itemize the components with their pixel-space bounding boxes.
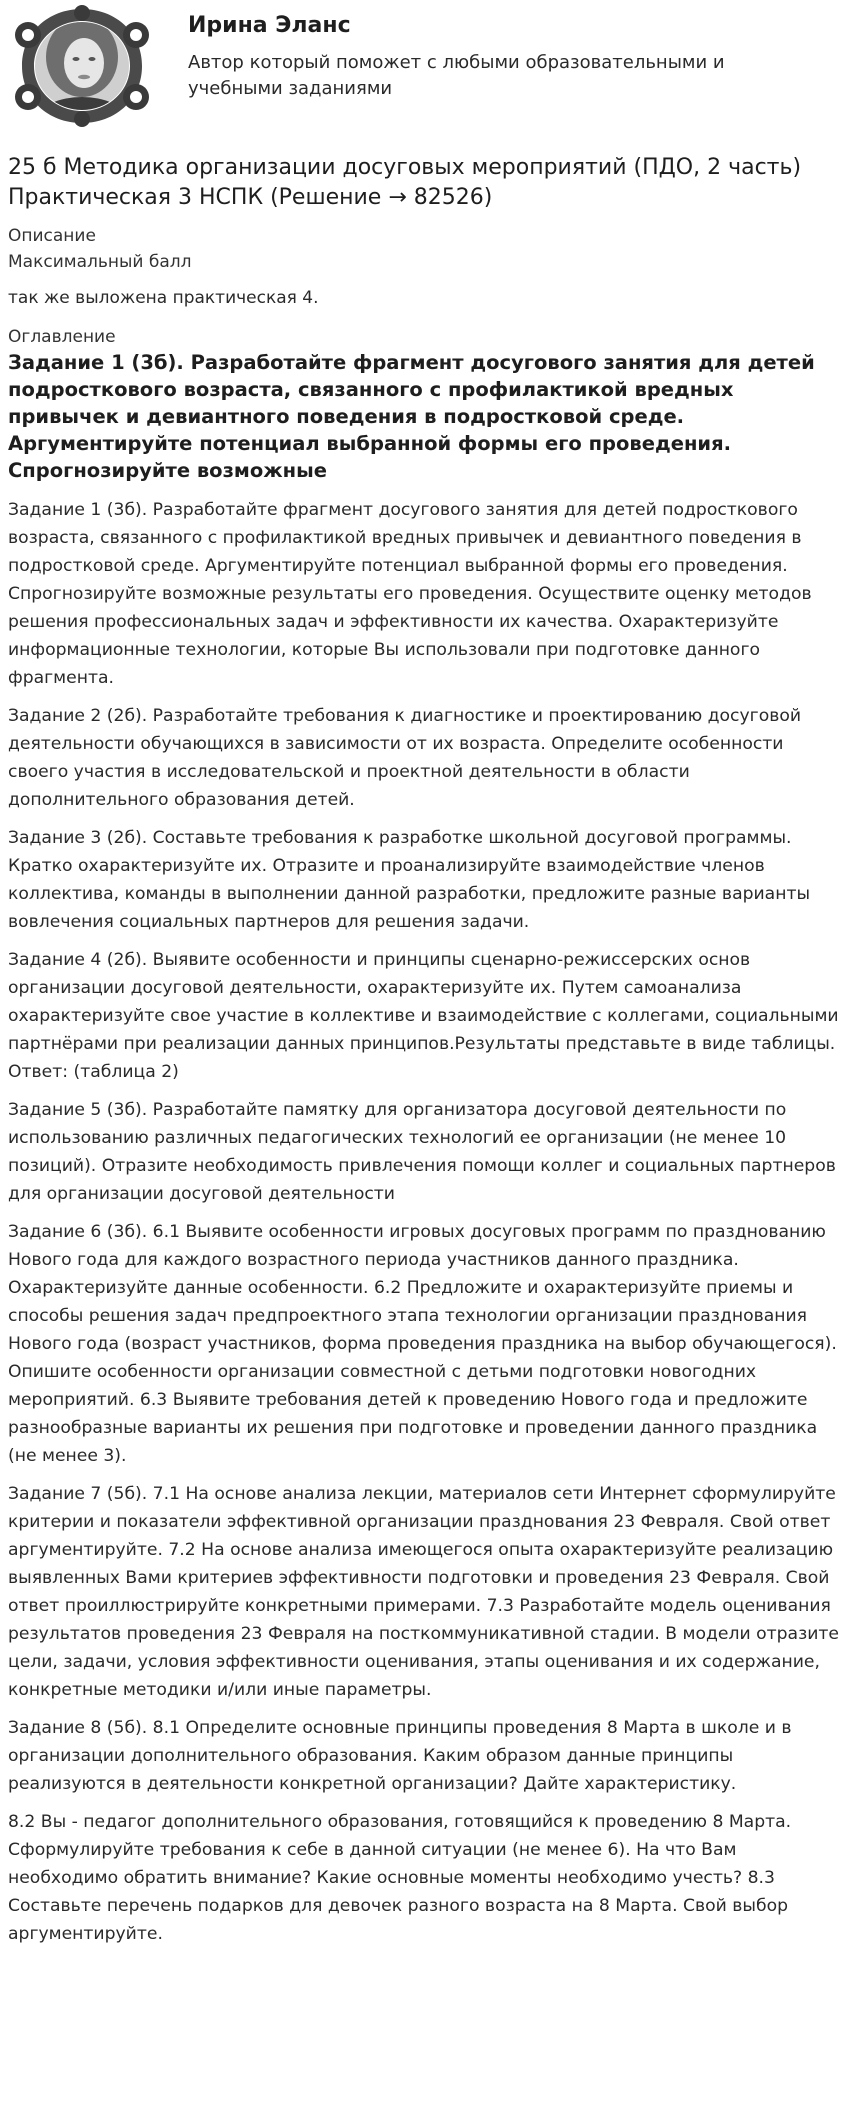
task-paragraph: Задание 4 (2б). Выявите особенности и принципы сценарно-режиссерских основ организации досуговой деятельности, охарактеризуйте их. Путем самоанализа охарактеризуйте свое участие в коллективе и взаимодействие с коллегами, социальными партнёрами при реализации данных принципов.Результаты представьте в виде таблицы. Ответ: (таблица 2) [8, 950, 839, 1082]
toc-heading: Задание 1 (3б). Разработайте фрагмент досугового занятия для детей подросткового возраста, связанного с профилактикой вредных привычек и девиантного поведения в подростковой среде. Аргументируйте потенциал выбранной формы его проведения. Спрогнозируйте возможные [8, 351, 815, 482]
task-paragraph: Задание 5 (3б). Разработайте памятку для организатора досуговой деятельности по использованию различных педагогических технологий ее организации (не менее 10 позиций). Отразите необходимость привлечения помощи коллег и социальных партнеров для организации досуговой деятельности [8, 1100, 836, 1204]
task-paragraph: Задание 3 (2б). Составьте требования к разработке школьной досуговой программы. Кратко охарактеризуйте их. Отразите и проанализируйте взаимодействие членов коллектива, команды в выполнении данной разработки, предложите разные варианты вовлечения социальных партнеров для решения задачи. [8, 828, 811, 932]
max-score-label: Максимальный балл [8, 252, 192, 272]
author-description: Автор который поможет с любыми образовательными и учебными заданиями [188, 52, 725, 99]
task-paragraph: Задание 1 (3б). Разработайте фрагмент досугового занятия для детей подросткового возраста, связанного с профилактикой вредных привычек и девиантного поведения в подростковой среде. Аргументируйте потенциал выбранной формы его проведения. Спрогнозируйте возможные результаты его проведения. Осуществите оценку методов решения профессиональных задач и эффективности их качества. Охарактеризуйте информационные технологии, которые Вы использовали при подготовке данного фрагмента. [8, 500, 812, 688]
author-text [188, 5, 788, 102]
author-avatar[interactable] [8, 5, 156, 127]
task-paragraph: Задание 2 (2б). Разработайте требования к диагностике и проектированию досуговой деятельности обучающихся в зависимости от их возраста. Определите особенности своего участия в исследовательской и проектной деятельности в области дополнительного образования детей. [8, 706, 802, 810]
film-reel-avatar-icon [8, 5, 156, 127]
description-label: Описание [8, 226, 96, 246]
description-note: так же выложена практическая 4. [8, 288, 319, 308]
task-paragraph: 8.2 Вы - педагог дополнительного образования, готовящийся к проведению 8 Марта. Сформулируйте требования к себе в данной ситуации (не менее 6). На что Вам необходимо обратить внимание? Какие основные моменты необходимо учесть? 8.3 Составьте перечень подарков для девочек разного возраста на 8 Марта. Свой выбор аргументируйте. [8, 1812, 792, 1944]
task-paragraph: Задание 6 (3б). 6.1 Выявите особенности игровых досуговых программ по празднованию Нового года для каждого возрастного периода участников данного праздника. Охарактеризуйте данные особенности. 6.2 Предложите и охарактеризуйте приемы и способы решения задач предпроектного этапа технологии организации празднования Нового года (возраст участников, форма проведения праздника на выбор обучающегося). Опишите особенности организации совместной с детьми подготовки новогодних мероприятий. 6.3 Выявите требования детей к проведению Нового года и предложите разнообразные варианты их решения при подготовке и проведении данного праздника (не менее 3). [8, 1222, 837, 1466]
work-title: 25 б Методика организации досуговых мероприятий (ПДО, 2 часть) Практическая 3 НСПК (Решение → 82526) [8, 155, 802, 210]
author-name[interactable]: Ирина Эланс [188, 13, 351, 38]
author-block [8, 0, 839, 133]
task-paragraph: Задание 7 (5б). 7.1 На основе анализа лекции, материалов сети Интернет сформулируйте критерии и показатели эффективной организации празднования 23 Февраля. Свой ответ аргументируйте. 7.2 На основе анализа имеющегося опыта охарактеризуйте реализацию выявленных Вами критериев эффективности подготовки и проведения 23 Февраля. Свой ответ проиллюстрируйте конкретными примерами. 7.3 Разработайте модель оценивания результатов проведения 23 Февраля на посткоммуникативной стадии. В модели отразите цели, задачи, условия эффективности оценивания, этапы оценивания и их содержание, конкретные методики и/или иные параметры. [8, 1484, 839, 1700]
task-paragraph: Задание 8 (5б). 8.1 Определите основные принципы проведения 8 Марта в школе и в организации дополнительного образования. Каким образом данные принципы реализуются в деятельности конкретной организации? Дайте характеристику. [8, 1718, 792, 1794]
toc-label: Оглавление [8, 327, 116, 347]
